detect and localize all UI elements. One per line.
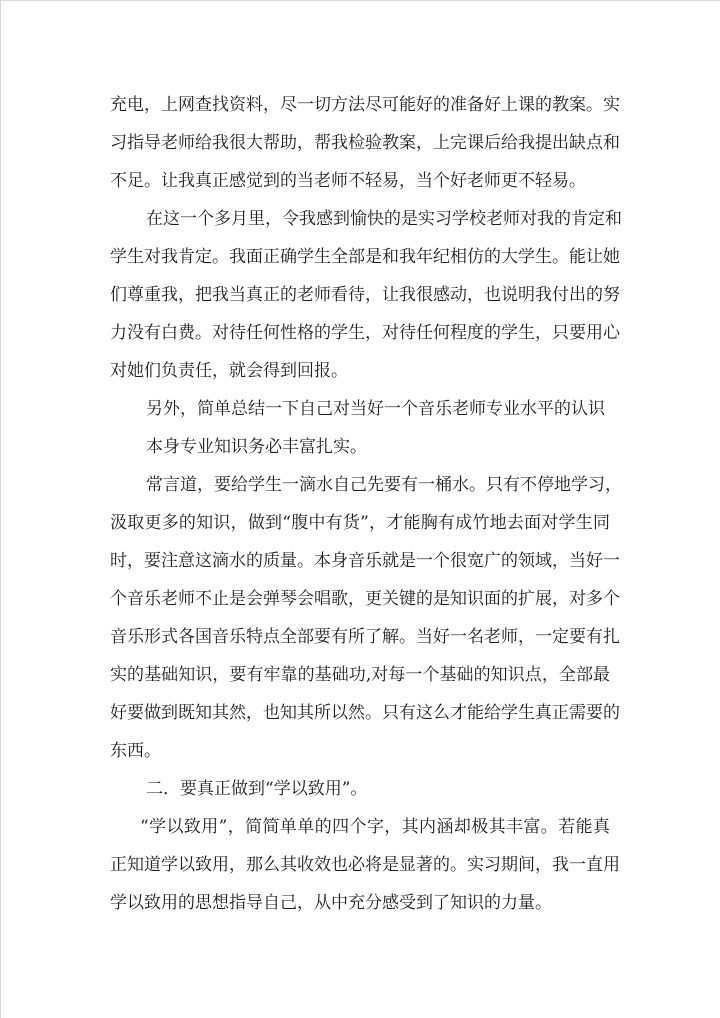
body-text-line: 对她们负责任，就会得到回报。	[110, 361, 348, 381]
section-heading: 二．要真正做到“学以致用”。	[146, 779, 368, 799]
body-text-line: 另外，简单总结一下自己对当好一个音乐老师专业水平的认识	[146, 399, 605, 419]
body-text-line: 学生对我肯定。我面正确学生全部是和我年纪相仿的大学生。能让她	[110, 247, 620, 267]
body-text-line: 时，要注意这滴水的质量。本身音乐就是一个很宽广的领域，当好一	[110, 551, 620, 571]
body-text-line: 音乐形式各国音乐特点全部要有所了解。当好一名老师，一定要有扎	[110, 627, 620, 647]
page-border-left	[0, 0, 1, 1018]
body-text-line: 习指导老师给我很大帮助，帮我检验教案，上完课后给我提出缺点和	[110, 133, 620, 153]
body-text-line: “学以致用”，简简单单的四个字，其内涵却极其丰富。若能真	[140, 817, 610, 837]
body-text-line: 学以致用的思想指导自己，从中充分感受到了知识的力量。	[110, 893, 552, 913]
body-text-line: 在这一个多月里，令我感到愉快的是实习学校老师对我的肯定和	[146, 209, 622, 229]
body-text-line: 充电，上网查找资料，尽一切方法尽可能好的准备好上课的教案。实	[110, 95, 620, 115]
body-text-line: 东西。	[110, 741, 161, 761]
body-text-line: 们尊重我，把我当真正的老师看待，让我很感动，也说明我付出的努	[110, 285, 620, 305]
body-text-line: 不足。让我真正感觉到的当老师不轻易，当个好老师更不轻易。	[110, 171, 586, 191]
body-text-line: 好要做到既知其然，也知其所以然。只有这么才能给学生真正需要的	[110, 703, 620, 723]
page-border-top	[0, 0, 720, 1]
body-text-line: 实的基础知识，要有牢靠的基础功,对每一个基础的知识点，全部最	[110, 665, 610, 685]
body-text-line: 正知道学以致用，那么其收效也必将是显著的。实习期间，我一直用	[110, 855, 620, 875]
body-text-line: 力没有白费。对待任何性格的学生，对待任何程度的学生，只要用心	[110, 323, 620, 343]
body-text-line: 常言道，要给学生一滴水自己先要有一桶水。只有不停地学习，	[146, 475, 622, 495]
section-heading: 本身专业知识务必丰富扎实。	[146, 437, 367, 457]
body-text-line: 汲取更多的知识，做到“腹中有货”，才能胸有成竹地去面对学生同	[110, 513, 610, 533]
body-text-line: 个音乐老师不止是会弹琴会唱歌，更关键的是知识面的扩展，对多个	[110, 589, 620, 609]
